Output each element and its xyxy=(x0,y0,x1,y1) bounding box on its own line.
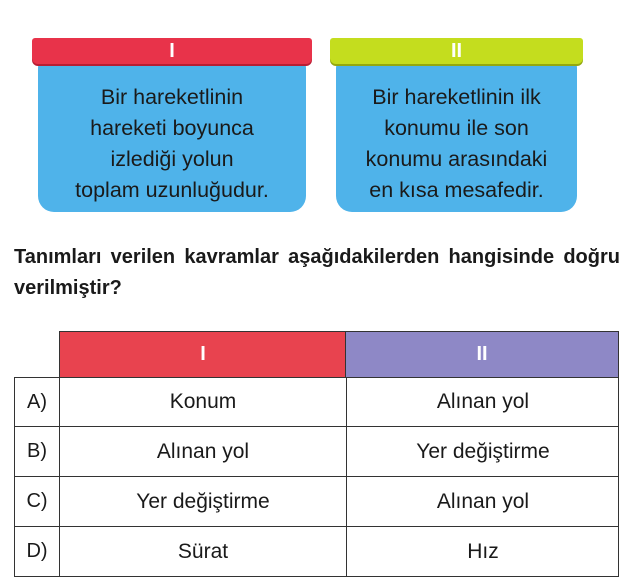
option-col1: Sürat xyxy=(60,527,347,576)
option-col1: Yer değiştirme xyxy=(60,477,347,526)
option-col1: Konum xyxy=(60,378,347,426)
table-row-b[interactable] xyxy=(14,427,619,477)
definition-card-1 xyxy=(38,52,306,212)
question-text: Tanımları verilen kavramlar aşağıdakilerden hangisinde doğru verilmiştir? xyxy=(14,246,620,299)
option-letter: B) xyxy=(15,427,60,476)
option-letter: C) xyxy=(15,477,60,526)
table-header-1: I xyxy=(59,331,346,378)
ribbon-label-1: I xyxy=(32,38,312,64)
ribbon-label-2: II xyxy=(330,38,583,64)
option-col2: Alınan yol xyxy=(436,489,530,513)
table-row-d[interactable] xyxy=(14,527,619,577)
definition-card-2 xyxy=(336,52,577,212)
answer-table xyxy=(14,331,619,578)
option-letter: A) xyxy=(15,378,60,426)
option-letter: D) xyxy=(15,527,60,576)
option-col2: Yer değiştirme xyxy=(416,439,550,463)
table-row-a[interactable] xyxy=(14,377,619,427)
definition-text-2: Bir hareketlinin ilk konumu ile son konumu arasındaki en kısa mesafedir. xyxy=(365,85,548,202)
table-row-c[interactable] xyxy=(14,477,619,527)
table-header-2: II xyxy=(345,331,619,378)
option-col1: Alınan yol xyxy=(60,427,347,476)
option-col2: Alınan yol xyxy=(436,390,530,413)
definition-text-1: Bir hareketlinin hareketi boyunca izlediği yolun toplam uzunluğudur. xyxy=(75,85,269,202)
option-col2: Hız xyxy=(467,539,499,563)
